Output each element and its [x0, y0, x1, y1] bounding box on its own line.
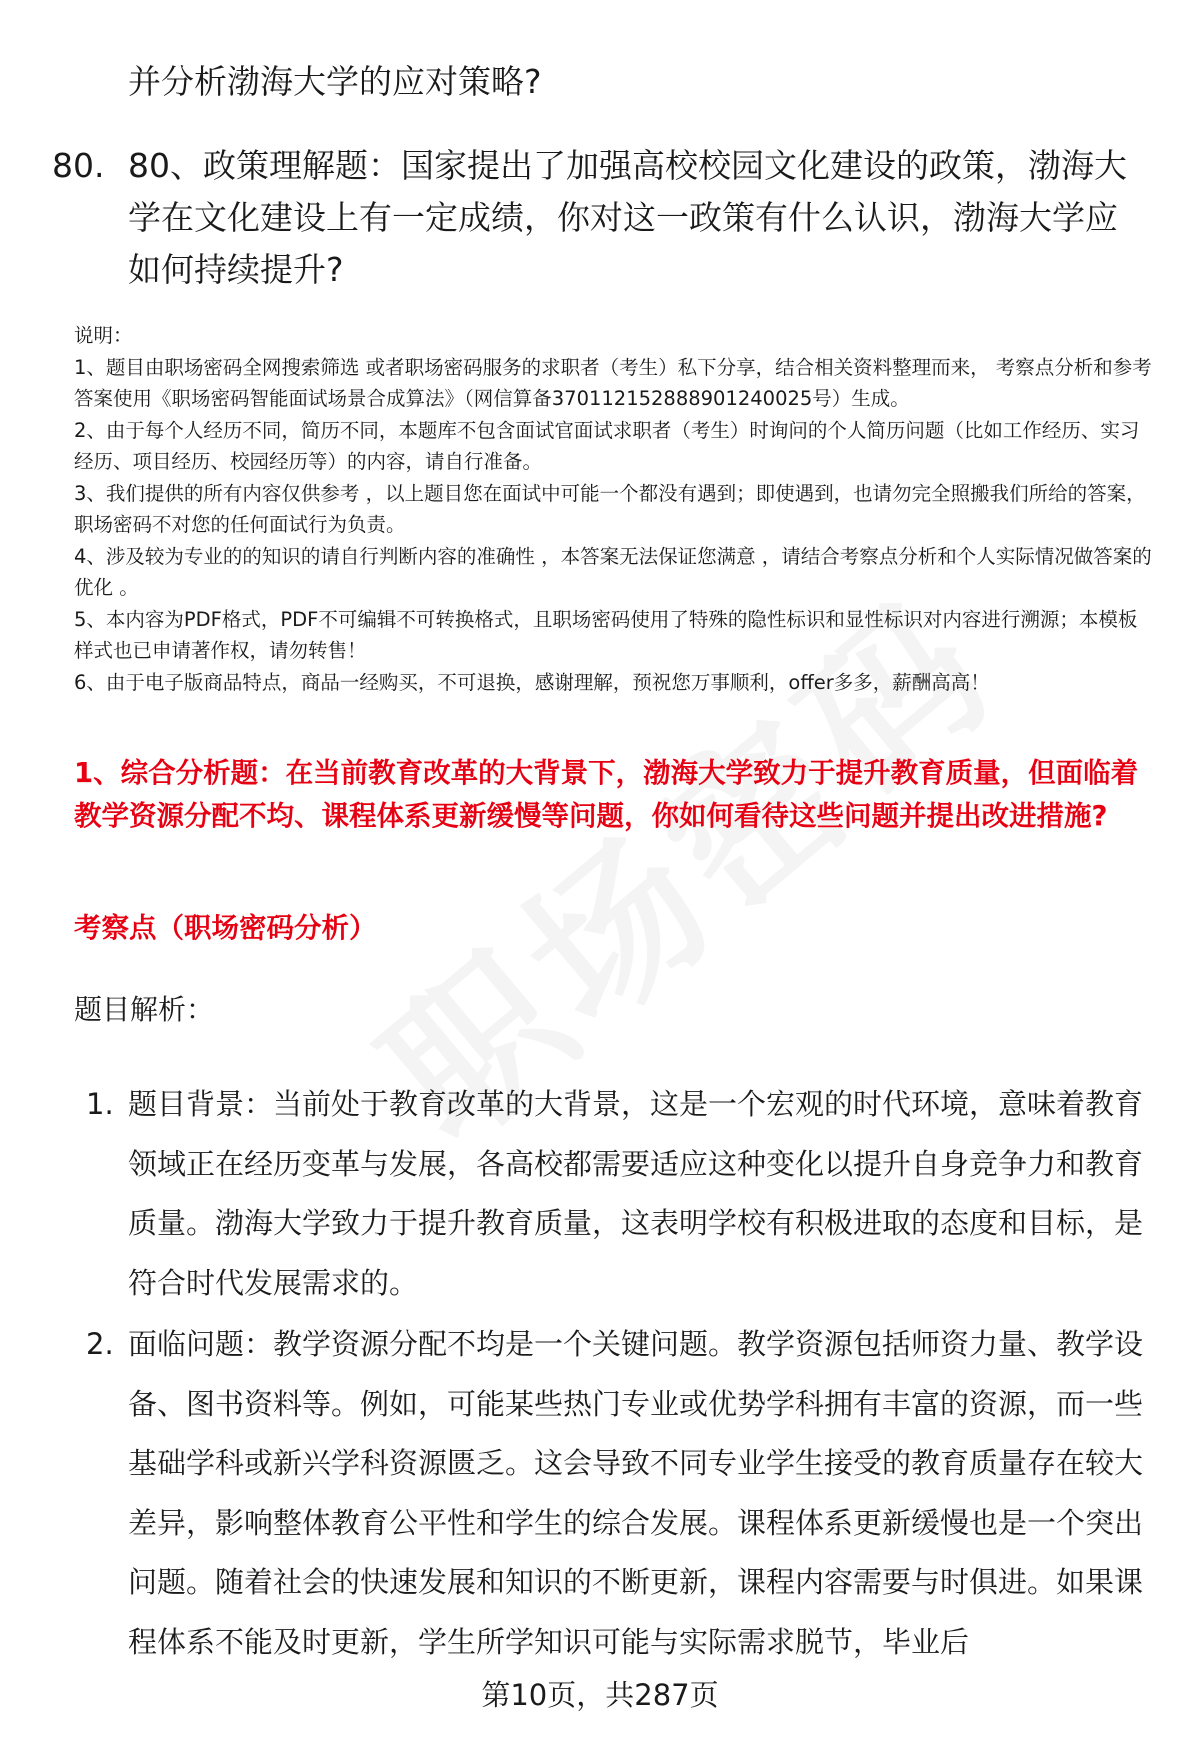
- list-item: [74, 1315, 1154, 1672]
- notes-section: [74, 320, 1154, 698]
- list-item: [74, 1075, 1154, 1313]
- list-item-text: 题目背景：当前处于教育改革的大背景，这是一个宏观的时代环境，意味着教育领域正在经历变革与发展，各高校都需要适应这种变化以提升自身竞争力和教育质量。渤海大学致力于提升教育质量，这表明学校有积极进取的态度和目标，是符合时代发展需求的。: [128, 1087, 1144, 1300]
- notes-heading: 说明：: [74, 324, 133, 347]
- question-number: 80.: [52, 146, 105, 185]
- list-item-text: 面临问题：教学资源分配不均是一个关键问题。教学资源包括师资力量、教学设备、图书资料等。例如，可能某些热门专业或优势学科拥有丰富的资源，而一些基础学科或新兴学科资源匮乏。这会导致不同专业学生接受的教育质量存在较大差异，影响整体教育公平性和学生的综合发展。课程体系更新缓慢也是一个突出问题。随着社会的快速发展和知识的不断更新，课程内容需要与时俱进。如果课程体系不能及时更新，学生所学知识可能与实际需求脱节，毕业后: [128, 1327, 1144, 1659]
- note-item: 4、涉及较为专业的的知识的请自行判断内容的准确性 ，本答案无法保证您满意 ，请结合考察点分析和个人实际情况做答案的优化 。: [74, 544, 1152, 599]
- note-item: 1、题目由职场密码全网搜索筛选 或者职场密码服务的求职者（考生）私下分享，结合相关资料整理而来， 考察点分析和参考答案使用《职场密码智能面试场景合成算法》（网信算备370112152888901240025号）生成。: [74, 355, 1152, 410]
- page-number-footer: 第10页，共287页: [481, 1678, 719, 1712]
- note-item: 5、本内容为PDF格式，PDF不可编辑不可转换格式，且职场密码使用了特殊的隐性标识和显性标识对内容进行溯源；本模板样式也已申请著作权，请勿转售！: [74, 607, 1138, 662]
- previous-question-tail: 并分析渤海大学的应对策略?: [128, 62, 542, 101]
- list-item-number: 1.: [86, 1087, 114, 1121]
- analysis-list: [74, 1075, 1154, 1674]
- question-text: 80、政策理解题：国家提出了加强高校校园文化建设的政策，渤海大学在文化建设上有一定成绩，你对这一政策有什么认识，渤海大学应如何持续提升?: [128, 146, 1127, 289]
- analysis-title: 题目解析：: [74, 993, 215, 1026]
- note-item: 6、由于电子版商品特点，商品一经购买，不可退换，感谢理解，预祝您万事顺利，offer多多，薪酬高高！: [74, 670, 990, 694]
- list-item-number: 2.: [86, 1327, 114, 1361]
- exam-point-heading: 考察点（职场密码分析）: [74, 912, 377, 944]
- question-1-heading: 1、综合分析题：在当前教育改革的大背景下，渤海大学致力于提升教育质量，但面临着教学资源分配不均、课程体系更新缓慢等问题，你如何看待这些问题并提出改进措施?: [74, 757, 1139, 832]
- note-item: 2、由于每个人经历不同，简历不同，本题库不包含面试官面试求职者（考生）时询问的个人简历问题（比如工作经历、实习经历、项目经历、校园经历等）的内容，请自行准备。: [74, 418, 1140, 473]
- note-item: 3、我们提供的所有内容仅供参考 ，以上题目您在面试中可能一个都没有遇到；即使遇到，也请勿完全照搬我们所给的答案，职场密码不对您的任何面试行为负责。: [74, 481, 1146, 536]
